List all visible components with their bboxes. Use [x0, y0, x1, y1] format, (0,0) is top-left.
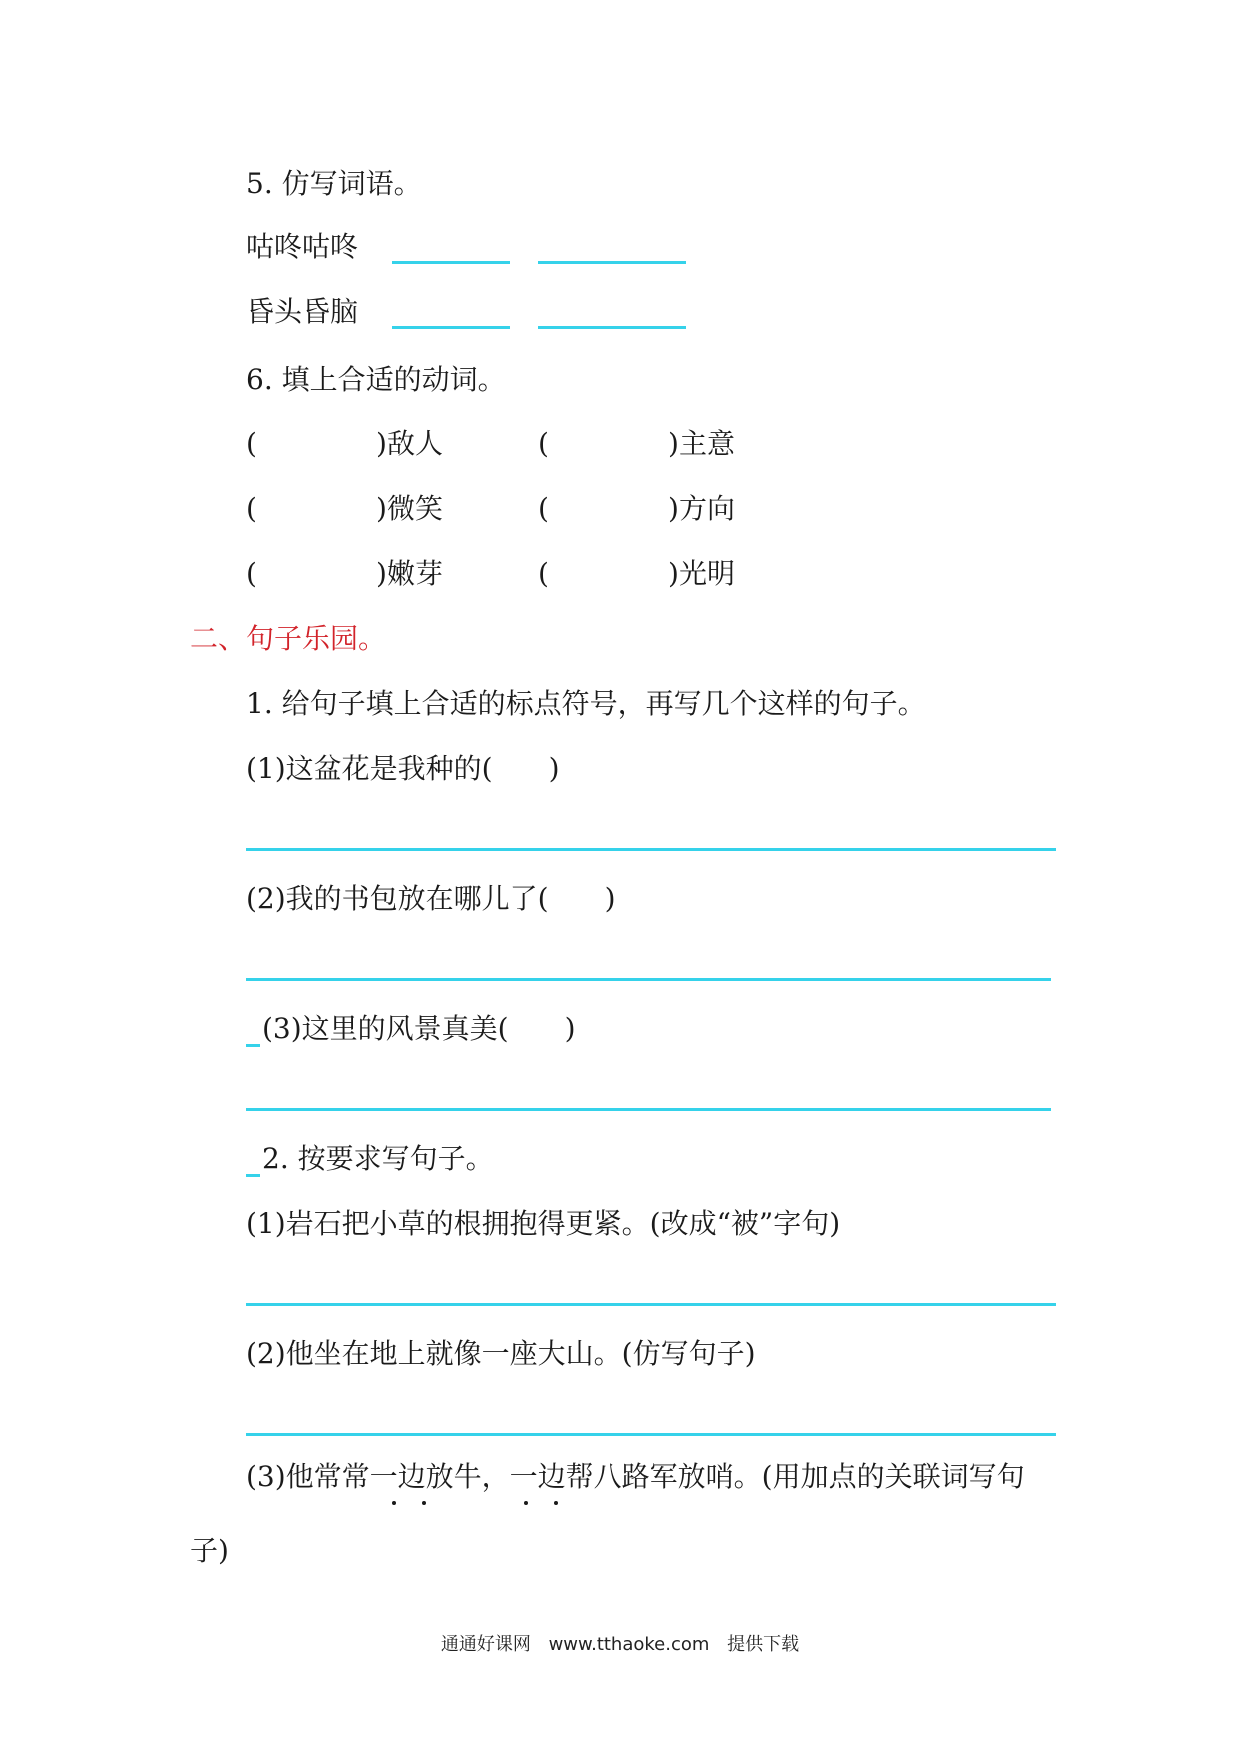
open-paren: (	[246, 427, 257, 460]
emphasis-dot	[554, 1501, 558, 1505]
open-paren: (	[538, 427, 549, 460]
answer-line[interactable]	[538, 326, 686, 329]
q1-title: 1. 给句子填上合适的标点符号，再写几个这样的句子。	[246, 687, 926, 720]
verb-blank-object[interactable]: )光明	[668, 557, 735, 590]
footer-url[interactable]: www.tthaoke.com	[548, 1634, 710, 1655]
emphasis-dot	[524, 1501, 528, 1505]
q1-item: (3)这里的风景真美( )	[262, 1012, 576, 1045]
q1-item: (1)这盆花是我种的( )	[246, 752, 560, 785]
q2-item: (2)他坐在地上就像一座大山。(仿写句子)	[246, 1337, 756, 1370]
answer-line[interactable]	[392, 326, 510, 329]
word-item: 昏头昏脑	[246, 295, 359, 328]
word-item: 咕咚咕咚	[246, 230, 359, 263]
open-paren: (	[538, 492, 549, 525]
q2-title: 2. 按要求写句子。	[262, 1142, 494, 1175]
answer-line-stub	[246, 1174, 260, 1177]
footer-note: 提供下载	[727, 1634, 800, 1655]
section5-title: 5. 仿写词语。	[246, 167, 422, 200]
answer-line[interactable]	[246, 1433, 1056, 1436]
q2-item: (1)岩石把小草的根拥抱得更紧。(改成“被”字句)	[246, 1207, 841, 1240]
q2-item-continuation: 子)	[190, 1534, 229, 1567]
section6-title: 6. 填上合适的动词。	[246, 363, 506, 396]
q1-item: (2)我的书包放在哪儿了( )	[246, 882, 616, 915]
answer-line[interactable]	[392, 261, 510, 264]
footer-site-name: 通通好课网	[440, 1634, 531, 1655]
open-paren: (	[246, 492, 257, 525]
answer-line[interactable]	[246, 848, 1056, 851]
verb-blank-object[interactable]: )微笑	[376, 492, 443, 525]
answer-line[interactable]	[246, 978, 1051, 981]
footer	[0, 1630, 1240, 1656]
open-paren: (	[246, 557, 257, 590]
emphasis-dot	[392, 1501, 396, 1505]
open-paren: (	[538, 557, 549, 590]
emphasis-dot	[422, 1501, 426, 1505]
answer-line[interactable]	[538, 261, 686, 264]
verb-blank-object[interactable]: )敌人	[376, 427, 443, 460]
answer-line[interactable]	[246, 1303, 1056, 1306]
verb-blank-object[interactable]: )方向	[668, 492, 735, 525]
verb-blank-object[interactable]: )主意	[668, 427, 735, 460]
answer-line-stub	[246, 1044, 260, 1047]
part2-heading: 二、句子乐园。	[190, 622, 387, 655]
verb-blank-object[interactable]: )嫩芽	[376, 557, 443, 590]
answer-line[interactable]	[246, 1108, 1051, 1111]
q2-item: (3)他常常一边放牛，一边帮八路军放哨。(用加点的关联词写句	[246, 1460, 1025, 1493]
